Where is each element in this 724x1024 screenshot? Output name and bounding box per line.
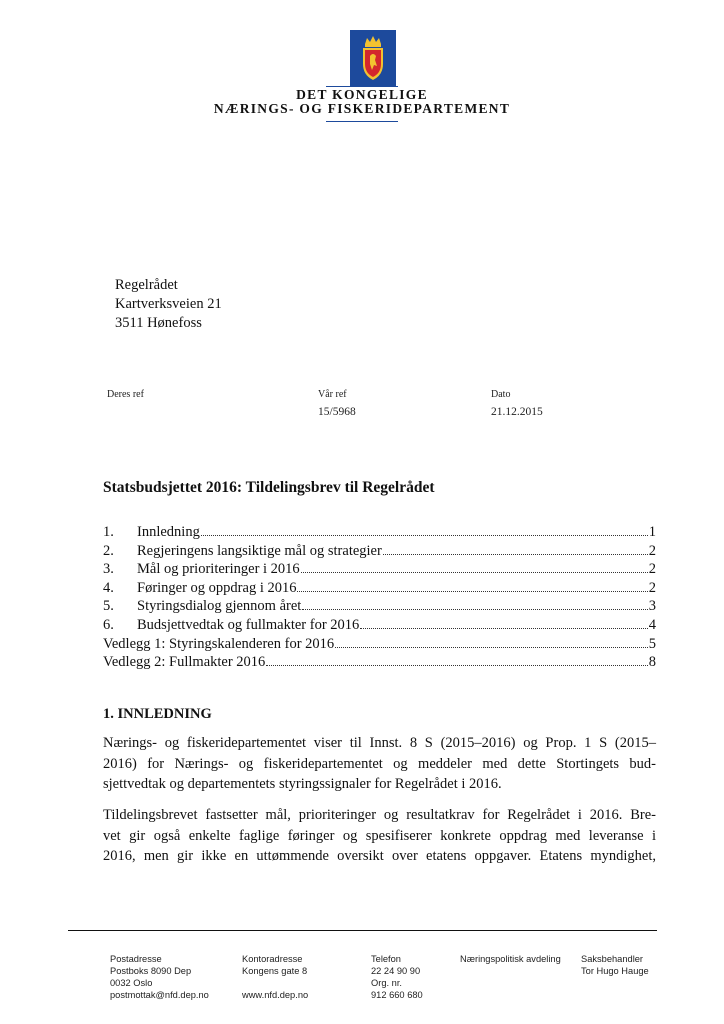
- header-rule-bottom: [326, 121, 398, 122]
- paragraph-line: Tildelingsbrevet fastsetter mål, prioriteringer og resultatkrav for Regelrådet i 2016. Bre-: [103, 807, 656, 823]
- toc-title: Mål og prioriteringer i 2016: [137, 561, 300, 578]
- toc-page: 2: [648, 579, 656, 596]
- letter-subject: Statsbudsjettet 2016: Tildelingsbrev til Regelrådet: [103, 479, 435, 496]
- toc-leader: [302, 597, 647, 610]
- footer-rule: [68, 930, 657, 931]
- section-heading: 1. INNLEDNING: [103, 706, 212, 722]
- footer-postadresse: [110, 953, 209, 1001]
- footer-officer: Tor Hugo Hauge: [581, 966, 649, 976]
- toc-leader: [297, 579, 647, 592]
- footer-text: Postboks 8090 Dep: [110, 966, 192, 976]
- table-of-contents: [103, 523, 656, 672]
- toc-leader: [266, 653, 647, 666]
- toc-title: Innledning: [137, 524, 200, 540]
- toc-number: 5.: [103, 598, 114, 615]
- footer-telefon: [371, 953, 423, 1001]
- toc-page: 8: [648, 654, 656, 671]
- toc-leader: [301, 560, 648, 573]
- footer-saksbehandler: [581, 953, 649, 977]
- toc-page: 5: [648, 635, 656, 652]
- footer-text: 0032 Oslo: [110, 978, 153, 988]
- paragraph: [103, 805, 656, 867]
- toc-leader: [383, 542, 648, 555]
- footer-label: Saksbehandler: [581, 954, 644, 964]
- recipient-city: 3511 Hønefoss: [115, 315, 202, 331]
- toc-leader: [201, 523, 648, 536]
- var-ref-label: Vår ref: [318, 389, 347, 400]
- toc-title: Styringsdialog gjennom året: [137, 598, 302, 615]
- toc-number: 6.: [103, 616, 114, 633]
- paragraph: [103, 733, 656, 795]
- footer-text: Kongens gate 8: [242, 966, 308, 976]
- toc-number: 1.: [103, 524, 114, 540]
- toc-title: Regjeringens langsiktige mål og strategier: [137, 542, 382, 559]
- footer-text: [242, 977, 308, 989]
- footer-label: Org. nr.: [371, 978, 403, 988]
- toc-row: [103, 597, 656, 616]
- deres-ref-label: Deres ref: [107, 389, 144, 400]
- footer-label: Kontoradresse: [242, 954, 303, 964]
- toc-page: 2: [648, 561, 656, 578]
- toc-title: Vedlegg 2: Fullmakter 2016: [103, 654, 266, 671]
- toc-row: [103, 542, 656, 561]
- toc-page: 4: [648, 616, 656, 633]
- paragraph-line: sjettvedtak og departementets styringssignaler for Regelrådet i 2016.: [103, 776, 502, 792]
- footer-phone: 22 24 90 90: [371, 966, 421, 976]
- toc-page: 1: [648, 524, 656, 540]
- ministry-name-line2: NÆRINGS- OG FISKERIDEPARTEMENT: [213, 101, 511, 116]
- paragraph-line: 2016, men gir ikke en uttømmende oversikt over etatens oppgaver. Etatens myndighet,: [103, 848, 656, 864]
- toc-title: Budsjettvedtak og fullmakter for 2016: [137, 616, 360, 633]
- paragraph-line: Nærings- og fiskeridepartementet viser til Innst. 8 S (2015–2016) og Prop. 1 S (2015–: [103, 735, 656, 751]
- toc-leader: [360, 616, 647, 629]
- paragraph-line: 2016) for Nærings- og fiskeridepartementet og meddeler med dette Stortingets bud-: [103, 755, 656, 772]
- toc-title: Vedlegg 1: Styringskalenderen for 2016: [103, 635, 335, 652]
- toc-row: [103, 560, 656, 579]
- toc-row: [103, 635, 656, 654]
- toc-row: [103, 579, 656, 598]
- footer-org-number: 912 660 680: [371, 990, 423, 1000]
- footer-website[interactable]: www.nfd.dep.no: [242, 990, 309, 1000]
- footer-avdeling: [460, 953, 561, 965]
- footer-email[interactable]: postmottak@nfd.dep.no: [110, 990, 209, 1000]
- coat-of-arms-icon: [350, 30, 396, 86]
- toc-row: [103, 653, 656, 672]
- footer-label: Postadresse: [110, 954, 162, 964]
- var-ref-value: 15/5968: [318, 406, 356, 418]
- footer-kontoradresse: [242, 953, 308, 1001]
- recipient-name: Regelrådet: [115, 277, 178, 293]
- footer-department: Næringspolitisk avdeling: [460, 954, 561, 964]
- footer-label: Telefon: [371, 954, 401, 964]
- ministry-name-line1: DET KONGELIGE: [296, 87, 428, 102]
- toc-leader: [335, 635, 648, 648]
- toc-title: Føringer og oppdrag i 2016: [137, 579, 297, 596]
- toc-number: 4.: [103, 579, 114, 596]
- recipient-address: [115, 276, 222, 333]
- dato-label: Dato: [491, 389, 511, 400]
- toc-row: [103, 616, 656, 635]
- toc-number: 2.: [103, 542, 114, 559]
- recipient-street: Kartverksveien 21: [115, 296, 222, 312]
- paragraph-line: vet gir også enkelte faglige føringer og spesifiserer konkrete oppdrag med leveranse i: [103, 827, 656, 844]
- dato-value: 21.12.2015: [491, 406, 543, 418]
- toc-page: 2: [648, 542, 656, 559]
- toc-page: 3: [648, 598, 656, 615]
- toc-row: [103, 523, 656, 542]
- toc-number: 3.: [103, 561, 114, 578]
